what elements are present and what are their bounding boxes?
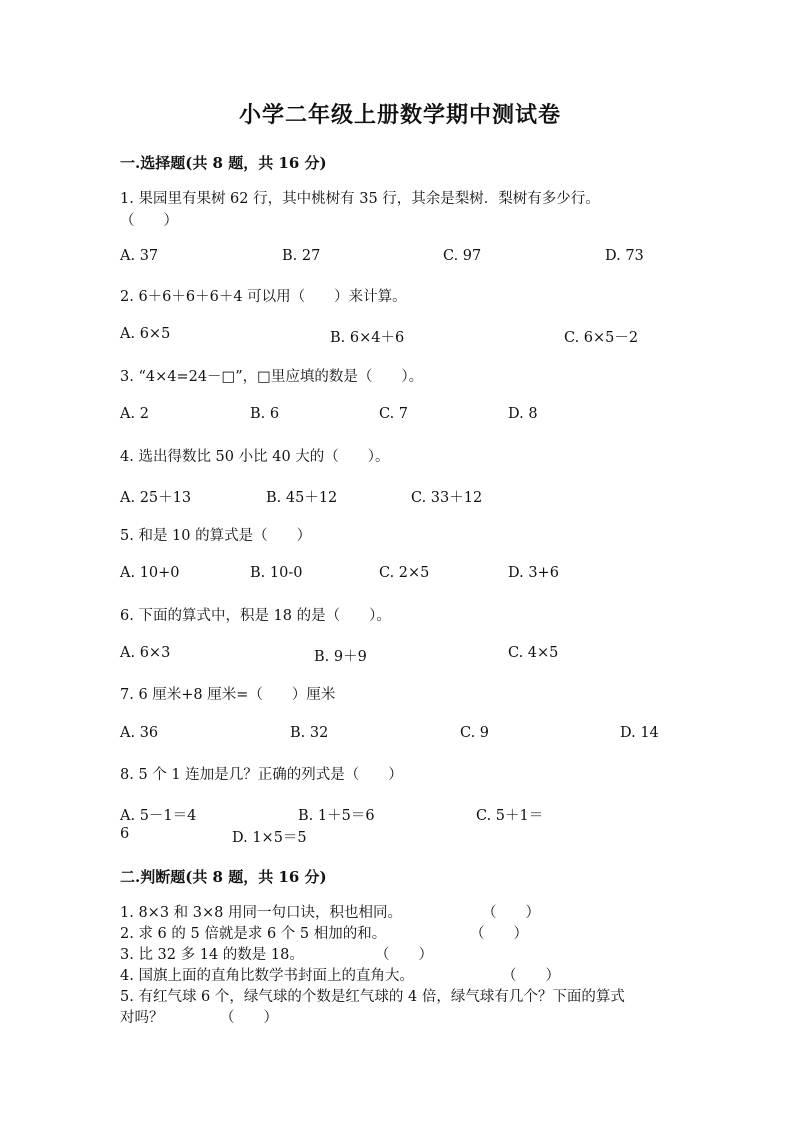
question-text: 1. 果园里有果树 62 行，其中桃树有 35 行，其余是梨树．梨树有多少行。 — [120, 191, 600, 207]
option-b[interactable]: B. 6 — [250, 406, 280, 422]
option-b[interactable]: B. 1＋5＝6 — [298, 808, 375, 824]
tf-item-4 — [120, 966, 680, 987]
section-heading-choice: 一.选择题(共 8 题，共 16 分) — [120, 154, 327, 172]
tf-text: 4. 国旗上面的直角比数学书封面上的直角大。 — [120, 968, 414, 984]
option-a[interactable]: A. 6×3 — [120, 645, 171, 661]
question-4: 4. 选出得数比 50 小比 40 大的（ ）。 — [120, 449, 390, 465]
option-a[interactable]: A. 6×5 — [120, 326, 171, 342]
option-d[interactable]: D. 73 — [605, 248, 644, 264]
option-b[interactable]: B. 6×4＋6 — [330, 330, 405, 346]
question-3: 3. “4×4=24－□”，□里应填的数是（ ）。 — [120, 369, 424, 385]
tf-item-5 — [120, 987, 680, 1008]
option-a[interactable]: A. 36 — [120, 725, 159, 741]
options-7 — [120, 725, 680, 747]
true-false-list — [120, 903, 680, 1029]
tf-item-1 — [120, 903, 680, 924]
question-2: 2. 6＋6＋6＋6＋4 可以用（ ）来计算。 — [120, 289, 407, 305]
answer-paren[interactable]: （ ） — [375, 947, 433, 963]
option-b[interactable]: B. 27 — [282, 248, 321, 264]
tf-text: 2. 求 6 的 5 倍就是求 6 个 5 相加的和。 — [120, 926, 387, 942]
option-c[interactable]: C. 33＋12 — [411, 490, 483, 506]
option-a[interactable]: A. 10+0 — [120, 565, 180, 581]
option-d[interactable]: D. 3+6 — [508, 565, 559, 581]
answer-paren[interactable]: （ ） — [470, 926, 528, 942]
option-c[interactable]: C. 6×5－2 — [564, 330, 639, 346]
option-a[interactable]: A. 37 — [120, 248, 159, 264]
tf-text: 5. 有红气球 6 个，绿气球的个数是红气球的 4 倍，绿气球有几个？下面的算式 — [120, 989, 625, 1005]
option-b[interactable]: B. 32 — [290, 725, 329, 741]
options-5 — [120, 565, 680, 587]
question-5: 5. 和是 10 的算式是（ ） — [120, 528, 312, 544]
option-a[interactable]: A. 2 — [120, 406, 149, 422]
option-c[interactable]: C. 4×5 — [508, 645, 559, 661]
tf-item-3 — [120, 945, 680, 966]
answer-paren[interactable]: （ ） — [220, 1010, 278, 1026]
option-c[interactable]: C. 7 — [379, 406, 409, 422]
options-1 — [120, 248, 680, 270]
option-b[interactable]: B. 10-0 — [250, 565, 303, 581]
options-6 — [120, 645, 680, 667]
option-a[interactable]: A. 25＋13 — [120, 490, 192, 506]
page-title: 小学二年级上册数学期中测试卷 — [238, 102, 561, 128]
answer-paren[interactable]: （ ） — [502, 968, 560, 984]
options-3 — [120, 406, 680, 428]
question-7: 7. 6 厘米+8 厘米=（ ）厘米 — [120, 687, 336, 703]
tf-text: 3. 比 32 多 14 的数是 18。 — [120, 947, 304, 963]
options-8-row1 — [120, 804, 680, 826]
options-4 — [120, 486, 680, 508]
options-8-row2 — [120, 826, 680, 848]
option-d[interactable]: D. 1×5＝5 — [232, 830, 307, 846]
tf-text: 对吗？ — [120, 1010, 164, 1026]
answer-paren: （ ） — [120, 213, 178, 229]
question-8: 8. 5 个 1 连加是几？正确的列式是（ ） — [120, 767, 403, 783]
option-d[interactable]: D. 8 — [508, 406, 538, 422]
question-6: 6. 下面的算式中，积是 18 的是（ ）。 — [120, 608, 391, 624]
option-a[interactable]: A. 5－1＝4 — [120, 808, 197, 824]
option-c[interactable]: C. 5＋1＝ — [476, 808, 544, 824]
options-2 — [120, 326, 680, 348]
option-b[interactable]: B. 9＋9 — [314, 649, 367, 665]
answer-paren[interactable]: （ ） — [482, 905, 540, 921]
option-c[interactable]: C. 2×5 — [379, 565, 430, 581]
tf-item-2 — [120, 924, 680, 945]
tf-item-5-continued — [120, 1008, 680, 1029]
question-1 — [120, 188, 680, 232]
section-heading-true-false: 二.判断题(共 8 题，共 16 分) — [120, 868, 327, 886]
option-c-continued: 6 — [120, 826, 130, 842]
option-b[interactable]: B. 45＋12 — [266, 490, 338, 506]
option-c[interactable]: C. 9 — [460, 725, 490, 741]
tf-text: 1. 8×3 和 3×8 用同一句口诀，积也相同。 — [120, 905, 402, 921]
option-c[interactable]: C. 97 — [443, 248, 482, 264]
option-d[interactable]: D. 14 — [620, 725, 659, 741]
